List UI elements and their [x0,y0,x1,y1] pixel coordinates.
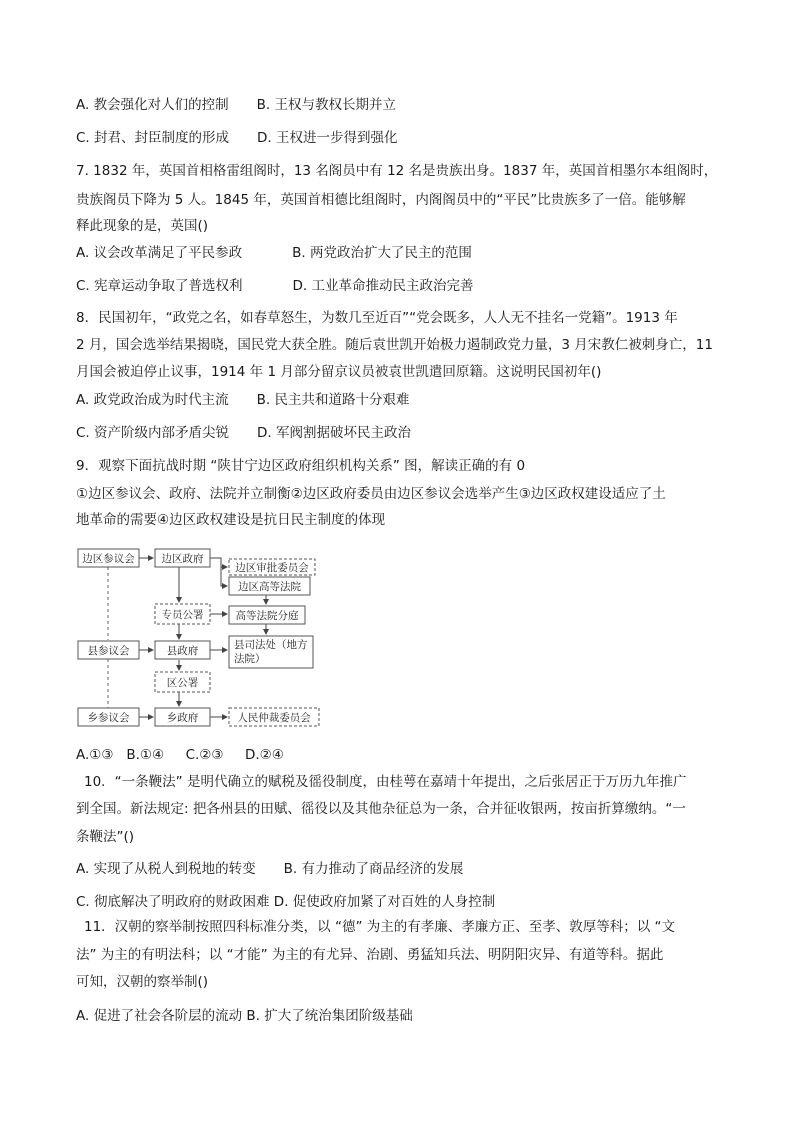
label-county-justice-line-2: 法院） [234,653,266,665]
q10-stem-line-1: 10．“一条鞭法” 是明代确立的赋税及徭役制度，由桂萼在嘉靖十年提出，之后张居正于万历九年推广 [84,774,687,790]
q11-stem-line-1: 11．汉朝的察举制按照四科标准分类，以 “德” 为主的有孝廉、孝廉方正、至孝、敦厚等科；以 “文 [84,919,676,935]
label-county-justice-line-1: 县司法处（地方 [234,639,308,651]
q7-options-row-2 [76,276,474,296]
q6-option-b[interactable]: B. 王权与教权长期并立 [256,97,396,113]
q8-stem-line-1: 8．民国初年，“政党之名，如春草怒生，为数几至近百”“党会既多，人人无不挂名一党籍”。1913 年 [76,310,678,326]
label-border-high-court: 边区高等法院 [238,581,301,593]
label-county-gov: 县政府 [166,645,199,657]
q11-stem-line-2: 法” 为主的有明法科；以 “才能” 为主的有尤异、治剧、勇猛知兵法、明阴阳灾异、有道等科。据此 [76,947,664,963]
q8-option-a[interactable]: A. 政党政治成为时代主流 [76,392,229,408]
label-high-court-branch: 高等法院分庭 [235,610,299,622]
q10-stem-line-2: 到全国。新法规定: 把各州县的田赋、徭役以及其他杂征总为一条，合并征收银两，按亩折算缴纳。“一 [76,801,686,817]
label-district-office: 区公署 [166,677,199,689]
label-border-review: 边区审批委员会 [235,562,309,574]
q9-stem-line-2: ①边区参议会、政府、法院并立制衡②边区政府委员由边区参议会选举产生③边区政权建设适应了土 [76,486,666,502]
q8-option-d[interactable]: D. 军阀割据破坏民主政治 [257,425,411,441]
label-border-council: 边区参议会 [82,553,135,565]
q11-stem-line-3: 可知，汉朝的察举制() [76,974,209,990]
q8-options-row-2 [76,423,411,443]
q9-stem-line-1: 9．观察下面抗战时期 “陕甘宁边区政府组织机构关系” 图，解读正确的有 0 [76,458,526,474]
label-arbitration: 人民仲裁委员会 [237,712,311,724]
q6-options-row-2 [76,128,398,148]
q7-option-a[interactable]: A. 议会改革满足了平民参政 [76,245,243,261]
connector-arrow [221,558,227,586]
q10-options-row-1 [76,859,463,879]
q10-options-row-2[interactable]: C. 彻底解决了明政府的财政困难 D. 促使政府加紧了对百姓的人身控制 [76,894,496,910]
q9-stem-line-3: 地革命的需要④边区政权建设是抗日民主制度的体现 [76,512,386,528]
shaanganning-org-diagram [76,540,326,730]
q8-options-row-1 [76,390,409,410]
q9-options[interactable]: A.①③ B.①④ C.②③ D.②④ [76,747,284,763]
label-commissioner: 专员公署 [161,609,204,621]
q10-option-a[interactable]: A. 实现了从税人到税地的转变 [76,861,256,877]
q7-stem-line-3: 释此现象的是，英国() [76,218,209,234]
label-town-gov: 乡政府 [166,712,199,724]
label-county-council: 县参议会 [87,645,130,657]
q7-option-c[interactable]: C. 宪章运动争取了普选权利 [76,278,243,294]
q6-option-c[interactable]: C. 封君、封臣制度的形成 [76,130,230,146]
connector-arrow [210,558,227,567]
q7-option-b[interactable]: B. 两党政治扩大了民主的范围 [292,245,472,261]
label-border-gov: 边区政府 [161,553,204,565]
q11-options-row-1[interactable]: A. 促进了社会各阶层的流动 B. 扩大了统治集团阶级基础 [76,1008,413,1024]
q6-options-row-1 [76,95,396,115]
q7-options-row-1 [76,243,472,263]
q8-option-c[interactable]: C. 资产阶级内部矛盾尖锐 [76,425,230,441]
q6-option-a[interactable]: A. 教会强化对人们的控制 [76,97,229,113]
label-town-council: 乡参议会 [87,712,130,724]
q6-option-d[interactable]: D. 王权进一步得到强化 [257,130,398,146]
q10-option-b[interactable]: B. 有力推动了商品经济的发展 [283,861,464,877]
q8-option-b[interactable]: B. 民主共和道路十分艰难 [256,392,410,408]
q7-stem-line-1: 7. 1832 年，英国首相格雷组阁时，13 名阁员中有 12 名是贵族出身。1837 年，英国首相墨尔本组阁时， [76,163,718,179]
q7-stem-line-2: 贵族阁员下降为 5 人。1845 年，英国首相德比组阁时，内阁阁员中的“平民”比贵族多了一倍。能够解 [76,192,686,208]
q8-stem-line-2: 2 月，国会选举结果揭晓，国民党大获全胜。随后袁世凯开始极力遏制政党力量，3 月宋教仁被刺身亡，11 [76,337,713,353]
q10-stem-line-3: 条鞭法”() [76,829,135,845]
q7-option-d[interactable]: D. 工业革命推动民主政治完善 [292,278,474,294]
q8-stem-line-3: 月国会被迫停止议事，1914 年 1 月部分留京议员被袁世凯遣回原籍。这说明民国初年() [76,364,602,380]
